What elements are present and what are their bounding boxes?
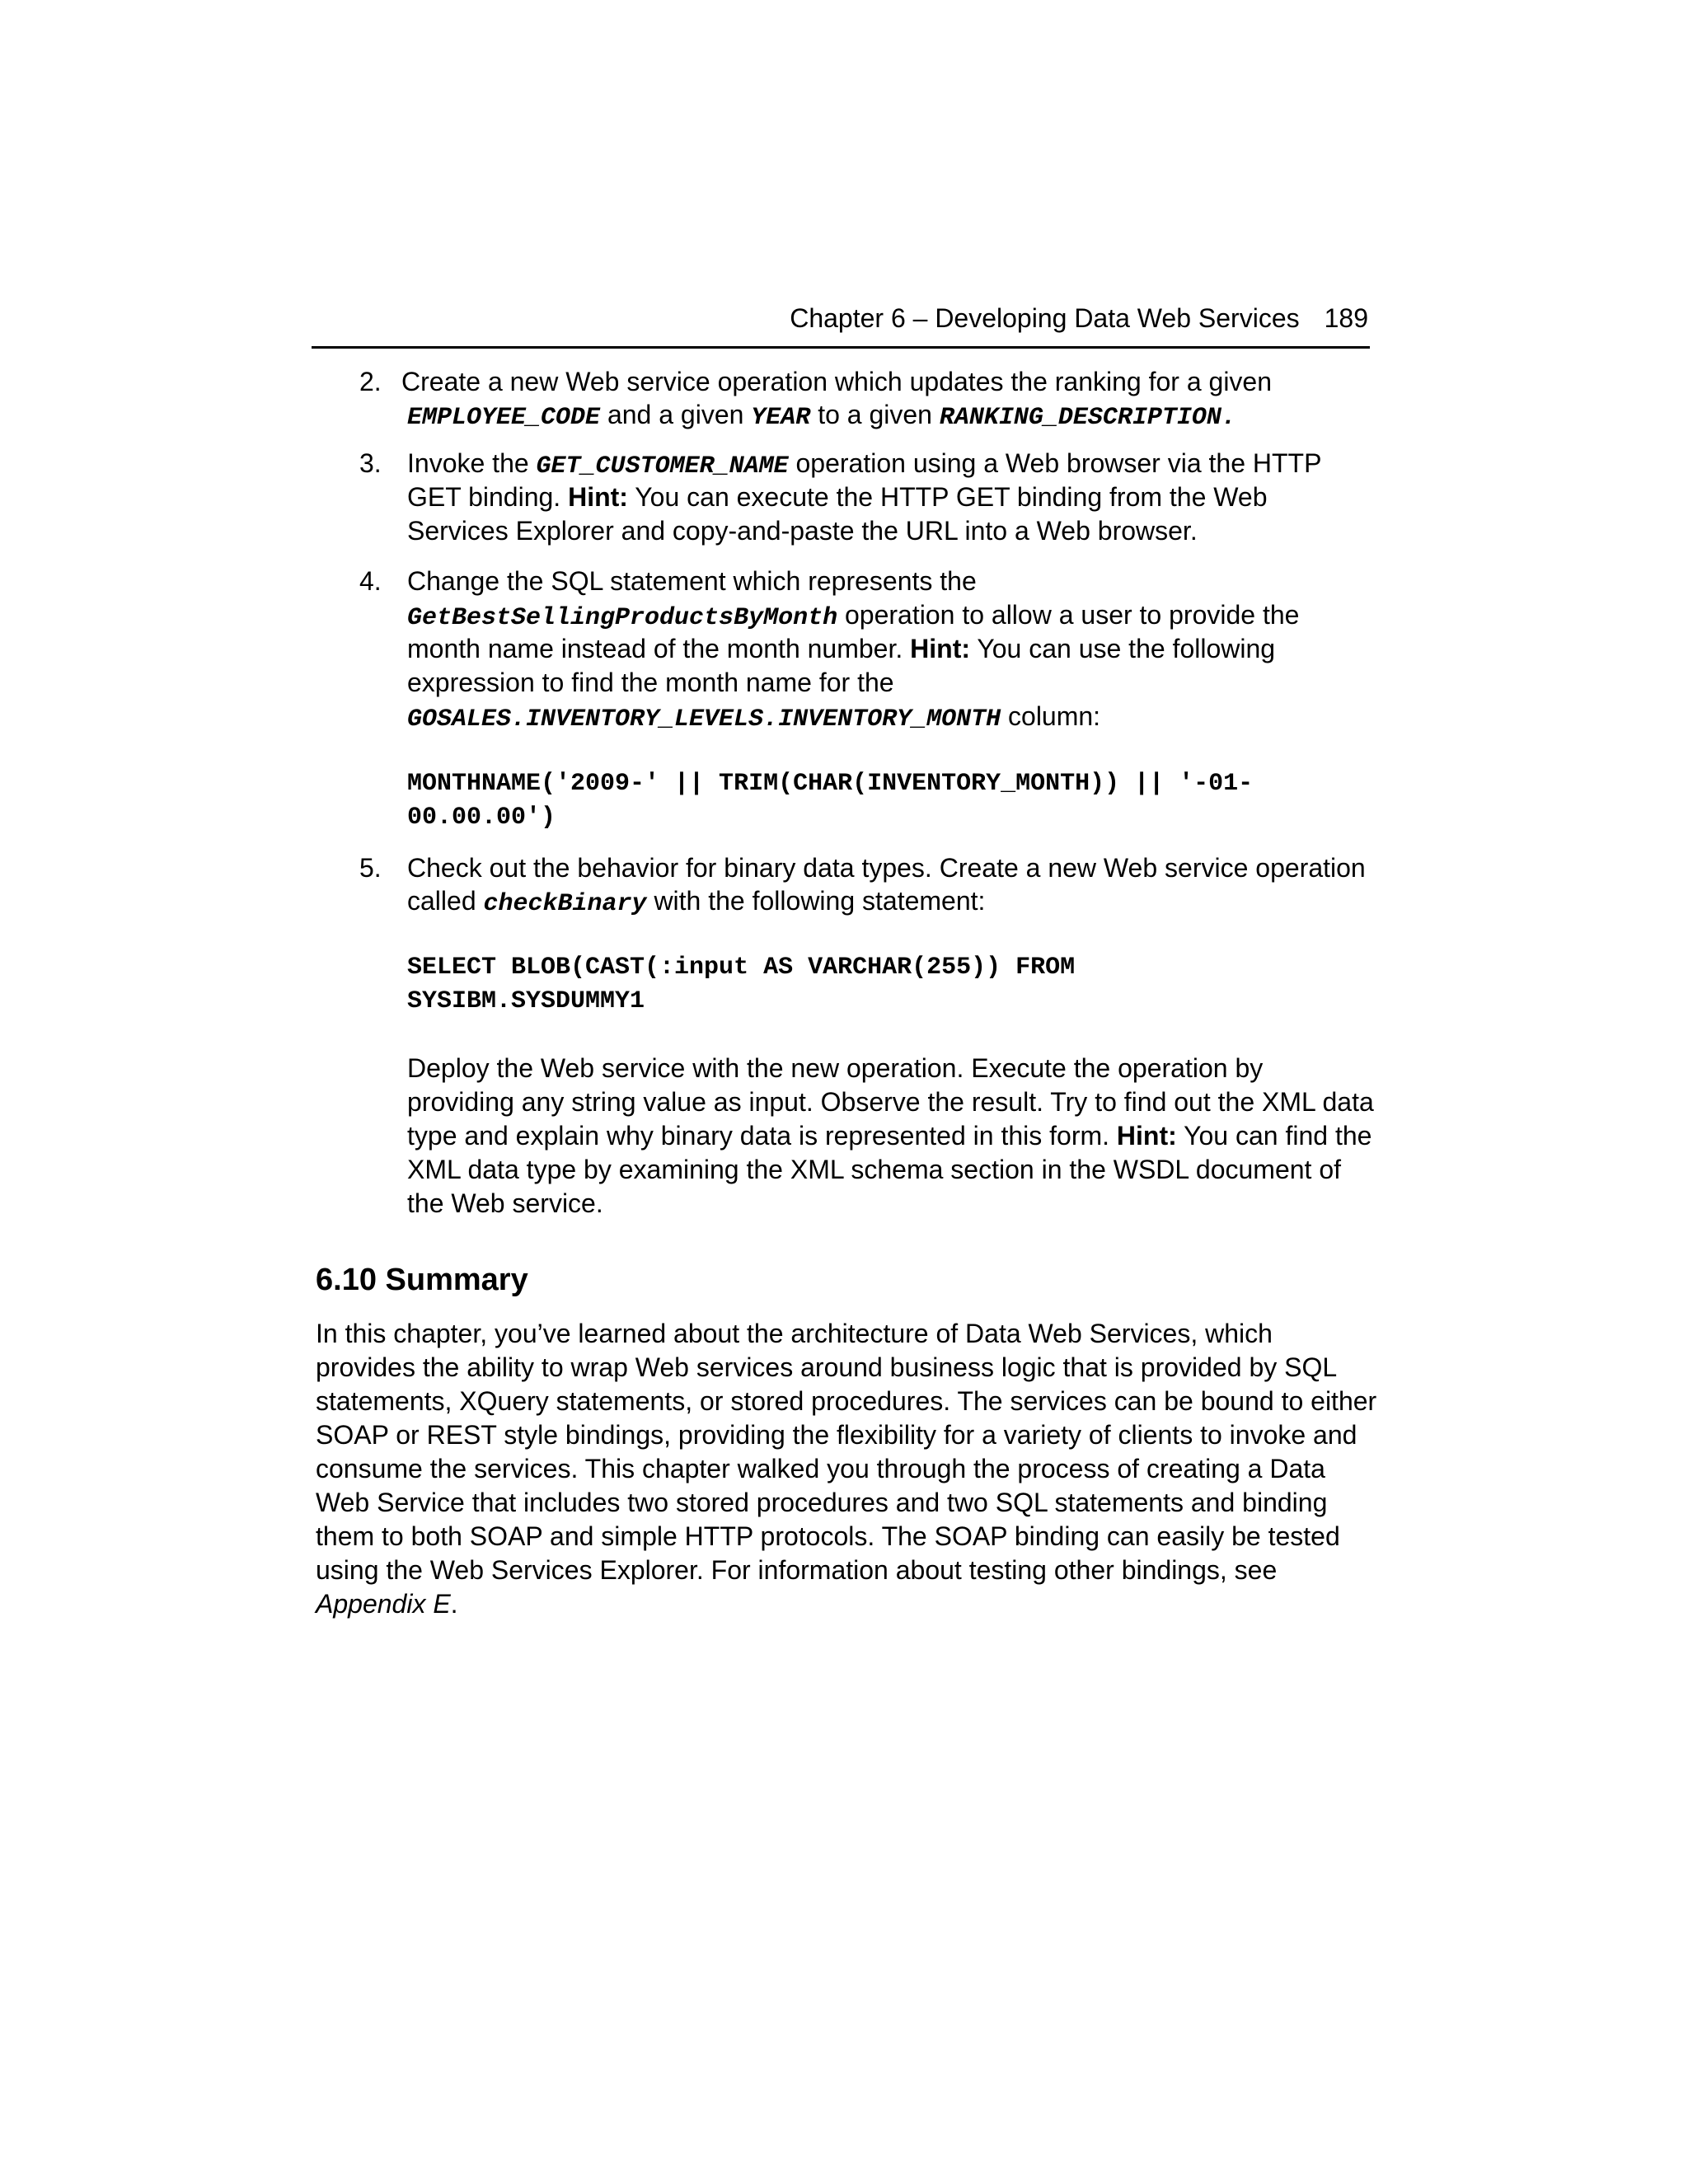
item-3-line-2: GET binding. Hint: You can execute the HTTP GET binding from the Web (407, 482, 1268, 512)
item-4-line-5: GOSALES.INVENTORY_LEVELS.INVENTORY_MONTH column: (407, 701, 1101, 733)
hint-label: Hint: (910, 634, 970, 663)
summary-line-6: Web Service that includes two stored procedures and two SQL statements and binding (316, 1488, 1328, 1517)
item-4-line-3: month name instead of the month number. Hint: You can use the following (407, 634, 1276, 663)
item-2-line-2: EMPLOYEE_CODE and a given YEAR to a given RANKING_DESCRIPTION. (407, 400, 1236, 432)
item-3-line-1: Invoke the GET_CUSTOMER_NAME operation using a Web browser via the HTTP (407, 448, 1322, 480)
item-5-line-1: Check out the behavior for binary data types. Create a new Web service operation (407, 853, 1366, 883)
chapter-title: Chapter 6 – Developing Data Web Services (790, 303, 1300, 333)
item-number-5: 5. (359, 853, 382, 883)
item-5-para-line-1: Deploy the Web service with the new operation. Execute the operation by (407, 1053, 1264, 1083)
item-5-para-line-2: providing any string value as input. Observe the result. Try to find out the XML data (407, 1087, 1374, 1117)
header-rule (312, 346, 1370, 349)
appendix-reference: Appendix E (316, 1589, 451, 1619)
item-4-line-4: expression to find the month name for the (407, 668, 894, 697)
code-block-line-4: SYSIBM.SYSDUMMY1 (407, 987, 645, 1015)
code-ranking-description: RANKING_DESCRIPTION. (939, 404, 1236, 432)
code-year: YEAR (751, 404, 811, 432)
item-2-line-1: Create a new Web service operation which updates the ranking for a given (401, 367, 1273, 396)
item-5-para-line-3: type and explain why binary data is represented in this form. Hint: You can find the (407, 1121, 1372, 1151)
code-block-line-3: SELECT BLOB(CAST(:input AS VARCHAR(255)) FROM (407, 954, 1076, 982)
item-5-para-line-4: XML data type by examining the XML schema section in the WSDL document of (407, 1155, 1342, 1184)
item-number-2: 2. (359, 367, 382, 396)
summary-line-2: provides the ability to wrap Web services around business logic that is provided by SQL (316, 1352, 1338, 1382)
section-heading: 6.10 Summary (316, 1263, 528, 1297)
hint-label: Hint: (1116, 1121, 1177, 1151)
summary-line-9: Appendix E. (316, 1589, 458, 1619)
item-5-line-2: called checkBinary with the following statement: (407, 886, 986, 918)
code-block-line-1: MONTHNAME('2009-' || TRIM(CHAR(INVENTORY_MONTH)) || '-01- (407, 770, 1254, 798)
summary-line-8: using the Web Services Explorer. For information about testing other bindings, see (316, 1555, 1278, 1585)
item-number-4: 4. (359, 566, 382, 596)
page-number: 189 (1324, 303, 1368, 333)
summary-line-3: statements, XQuery statements, or stored procedures. The services can be bound to either (316, 1386, 1377, 1416)
hint-label: Hint: (568, 482, 628, 512)
code-get-best-selling: GetBestSellingProductsByMonth (407, 604, 838, 632)
running-header (312, 298, 1368, 338)
code-inventory-month: GOSALES.INVENTORY_LEVELS.INVENTORY_MONTH (407, 705, 1001, 733)
summary-line-1: In this chapter, you’ve learned about the architecture of Data Web Services, which (316, 1319, 1273, 1348)
summary-line-4: SOAP or REST style bindings, providing the flexibility for a variety of clients to invoke and (316, 1420, 1357, 1450)
item-number-3: 3. (359, 448, 382, 478)
summary-line-7: them to both SOAP and simple HTTP protocols. The SOAP binding can easily be tested (316, 1521, 1340, 1551)
item-5-para-line-5: the Web service. (407, 1188, 603, 1218)
item-3-line-3: Services Explorer and copy-and-paste the URL into a Web browser. (407, 516, 1198, 546)
item-4-line-1: Change the SQL statement which represents the (407, 566, 977, 596)
code-employee-code: EMPLOYEE_CODE (407, 404, 601, 432)
summary-line-5: consume the services. This chapter walked you through the process of creating a Data (316, 1454, 1325, 1483)
code-block-line-2: 00.00.00') (407, 804, 556, 832)
code-check-binary: checkBinary (483, 890, 647, 918)
code-get-customer-name: GET_CUSTOMER_NAME (536, 452, 789, 480)
item-4-line-2: GetBestSellingProductsByMonth operation to allow a user to provide the (407, 600, 1300, 632)
